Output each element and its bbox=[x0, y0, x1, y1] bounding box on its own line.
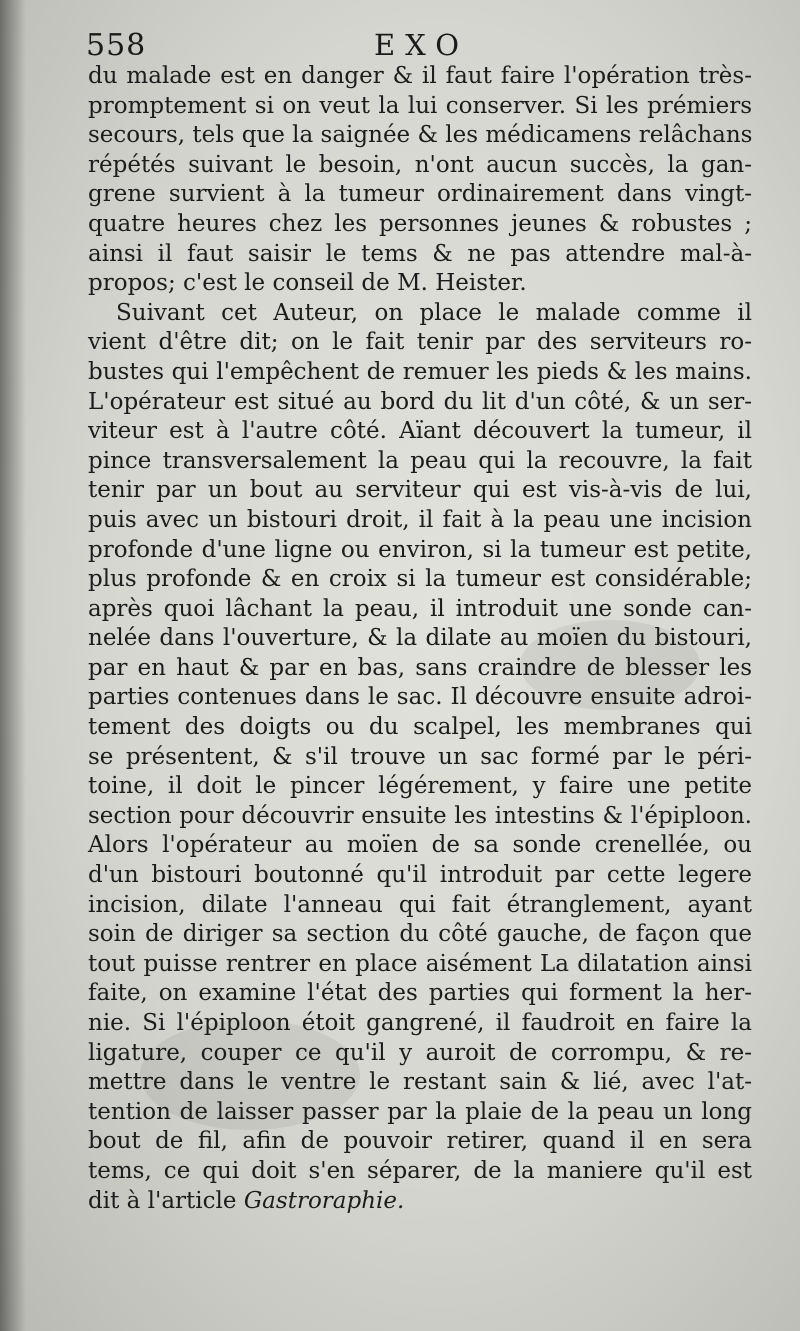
text-line: après quoi lâchant la peau, il introduit une sonde can- bbox=[88, 595, 752, 622]
text-line: nelée dans l'ouverture, & la dilate au moïen du bistouri, bbox=[88, 625, 752, 652]
text-line: tenir par un bout au serviteur qui est vis-à-vis de lui, bbox=[88, 477, 752, 504]
text-line: par en haut & par en bas, sans craindre de blesser les bbox=[88, 654, 752, 681]
text-line: propos; c'est le conseil de M. Heister. bbox=[88, 270, 527, 297]
text-line-prefix: dit à l'article bbox=[88, 1187, 244, 1214]
text-line: quatre heures chez les personnes jeunes & robustes ; bbox=[88, 210, 752, 237]
text-line: L'opérateur est situé au bord du lit d'un côté, & un ser- bbox=[88, 388, 752, 415]
text-line: Suivant cet Auteur, on place le malade comme il bbox=[116, 299, 752, 326]
body-text bbox=[88, 62, 752, 1216]
text-line: puis avec un bistouri droit, il fait à la peau une incision bbox=[88, 506, 752, 533]
text-line: parties contenues dans le sac. Il découvre ensuite adroi- bbox=[88, 684, 752, 711]
text-line bbox=[88, 1187, 752, 1217]
text-line: tention de laisser passer par la plaie de la peau un long bbox=[88, 1098, 752, 1125]
text-line: section pour découvrir ensuite les intestins & l'épiploon. bbox=[88, 802, 752, 829]
text-line: d'un bistouri boutonné qu'il introduit par cette legere bbox=[88, 862, 752, 889]
text-line: soin de diriger sa section du côté gauche, de façon que bbox=[88, 921, 752, 948]
text-line: se présentent, & s'il trouve un sac formé par le péri- bbox=[88, 743, 752, 770]
text-line: ligature, couper ce qu'il y auroit de corrompu, & re- bbox=[88, 1039, 752, 1066]
text-line: pince transversalement la peau qui la recouvre, la fait bbox=[88, 447, 752, 474]
text-line: faite, on examine l'état des parties qui forment la her- bbox=[88, 980, 752, 1007]
text-line: ainsi il faut saisir le tems & ne pas attendre mal-à- bbox=[88, 240, 752, 267]
article-reference: Gastroraphie. bbox=[243, 1187, 405, 1214]
text-line: tout puisse rentrer en place aisément La dilatation ainsi bbox=[88, 950, 752, 977]
text-line: bustes qui l'empêchent de remuer les pieds & les mains. bbox=[88, 358, 752, 385]
text-line: mettre dans le ventre le restant sain & lié, avec l'at- bbox=[88, 1069, 752, 1096]
page-number: 558 bbox=[86, 28, 147, 63]
running-head: EXO bbox=[374, 28, 470, 62]
text-line: du malade est en danger & il faut faire l'opération très- bbox=[88, 63, 752, 89]
text-line: secours, tels que la saignée & les médicamens relâchans bbox=[88, 122, 753, 149]
text-line: tement des doigts ou du scalpel, les membranes qui bbox=[88, 714, 752, 741]
text-line: promptement si on veut la lui conserver. Si les prémiers bbox=[88, 92, 752, 119]
text-line: tems, ce qui doit s'en séparer, de la maniere qu'il est bbox=[88, 1157, 752, 1184]
text-line: viteur est à l'autre côté. Aïant découvert la tumeur, il bbox=[88, 418, 752, 445]
text-line: nie. Si l'épiploon étoit gangrené, il faudroit en faire la bbox=[88, 1010, 752, 1036]
text-line: bout de fil, afin de pouvoir retirer, quand il en sera bbox=[88, 1128, 752, 1155]
text-line: répétés suivant le besoin, n'ont aucun succès, la gan- bbox=[88, 151, 752, 178]
text-line: toine, il doit le pincer légérement, y faire une petite bbox=[88, 773, 752, 800]
text-line: Alors l'opérateur au moïen de sa sonde crenellée, ou bbox=[88, 832, 752, 859]
text-line: incision, dilate l'anneau qui fait étranglement, ayant bbox=[88, 891, 752, 918]
binding-shadow bbox=[0, 0, 26, 1331]
text-line: vient d'être dit; on le fait tenir par des serviteurs ro- bbox=[88, 329, 752, 356]
text-line: profonde d'une ligne ou environ, si la tumeur est petite, bbox=[88, 536, 752, 563]
text-line: grene survient à la tumeur ordinairement dans vingt- bbox=[88, 181, 752, 208]
text-line: plus profonde & en croix si la tumeur est considérable; bbox=[88, 566, 752, 593]
